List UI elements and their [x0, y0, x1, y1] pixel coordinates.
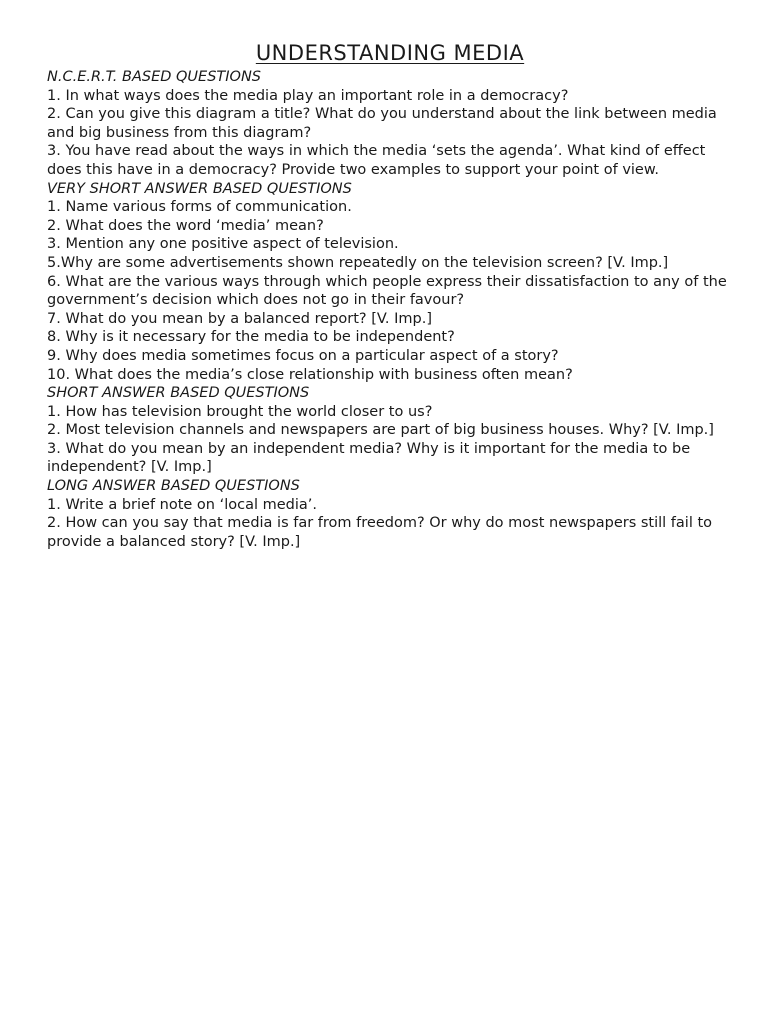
question-item: 1. Write a brief note on ‘local media’. — [47, 496, 317, 513]
question-item: 2. Can you give this diagram a title? What do you understand about the link between media and big business from this diagram? — [47, 106, 717, 141]
question-item: 1. Name various forms of communication. — [47, 199, 352, 216]
section-long-answer — [47, 477, 727, 551]
question-item: 9. Why does media sometimes focus on a particular aspect of a story? — [47, 347, 559, 364]
question-item: 7. What do you mean by a balanced report? [V. Imp.] — [47, 310, 432, 327]
question-item: 8. Why is it necessary for the media to be independent? — [47, 329, 455, 346]
question-item: 2. Most television channels and newspapers are part of big business houses. Why? [V. Imp.] — [47, 422, 714, 439]
question-item: 1. How has television brought the world closer to us? — [47, 403, 433, 420]
question-item: 2. What does the word ‘media’ mean? — [47, 217, 324, 234]
section-heading: SHORT ANSWER BASED QUESTIONS — [47, 385, 310, 402]
question-item: 1. In what ways does the media play an important role in a democracy? — [47, 87, 569, 104]
question-item: 10. What does the media’s close relationship with business often mean? — [47, 366, 573, 383]
section-very-short-answer — [47, 180, 727, 385]
question-item: 3. Mention any one positive aspect of television. — [47, 236, 399, 253]
section-short-answer — [47, 384, 727, 477]
question-item: 6. What are the various ways through which people express their dissatisfaction to any of the government’s decision which does not go in their favour? — [47, 273, 727, 309]
section-heading: VERY SHORT ANSWER BASED QUESTIONS — [47, 180, 352, 197]
section-ncert — [47, 68, 727, 180]
worksheet-page — [47, 40, 727, 551]
section-heading: N.C.E.R.T. BASED QUESTIONS — [47, 69, 261, 85]
question-item: 3. What do you mean by an independent media? Why is it important for the media to be independent? [V. Imp.] — [47, 440, 691, 476]
question-item: 5.Why are some advertisements shown repeatedly on the television screen? [V. Imp.] — [47, 254, 669, 271]
section-heading: LONG ANSWER BASED QUESTIONS — [47, 478, 300, 495]
page-title: UNDERSTANDING MEDIA — [255, 41, 525, 65]
question-item: 2. How can you say that media is far from freedom? Or why do most newspapers still fail to provide a balanced story? [V. Imp.] — [47, 515, 713, 550]
question-item: 3. You have read about the ways in which the media ‘sets the agenda’. What kind of effect does this have in a democracy? Provide two examples to support your point of view. — [47, 143, 706, 178]
